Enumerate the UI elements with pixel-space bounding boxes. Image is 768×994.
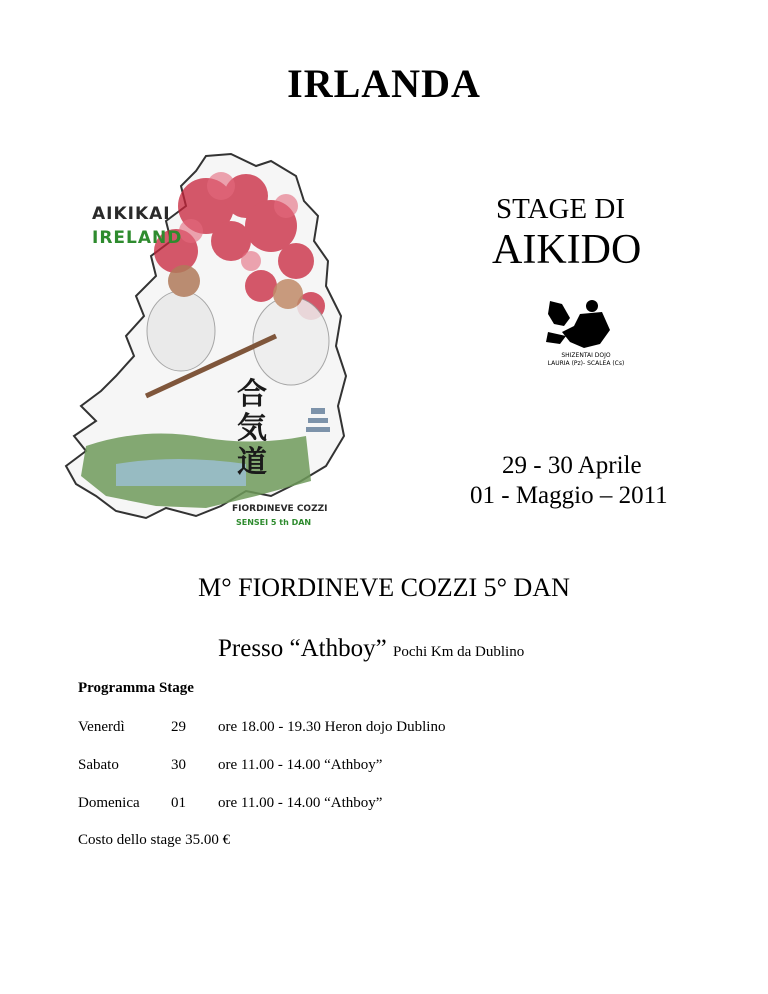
kanji-3: 道 xyxy=(237,445,267,480)
location-main: Presso “Athboy” xyxy=(218,635,387,662)
schedule-date: 01 xyxy=(171,795,186,811)
poster-kanji xyxy=(232,378,272,480)
kanji-2: 気 xyxy=(237,411,267,446)
location-note: Pochi Km da Dublino xyxy=(392,644,525,660)
kanji-1: 合 xyxy=(237,377,267,412)
page-title: IRLANDA xyxy=(287,61,481,106)
dojo-name xyxy=(546,352,626,368)
schedule-date: 29 xyxy=(171,719,186,735)
dojo-logo-icon xyxy=(540,296,616,352)
poster-rank: SENSEI 5 th DAN xyxy=(236,518,312,527)
cost-line: Costo dello stage 35.00 € xyxy=(78,832,231,848)
schedule-day: Venerdì xyxy=(78,719,125,735)
schedule-day: Domenica xyxy=(78,795,140,811)
schedule-time: ore 11.00 - 14.00 “Athboy” xyxy=(218,757,383,773)
dojo-silhouette-icon xyxy=(540,296,616,352)
poster-name: FIORDINEVE COZZI xyxy=(232,504,328,514)
schedule-day: Sabato xyxy=(78,757,119,773)
location-line xyxy=(218,635,524,663)
schedule-time: ore 18.00 - 19.30 Heron dojo Dublino xyxy=(218,719,446,735)
dates-line2: 01 - Maggio – 2011 xyxy=(470,482,668,509)
stage-label: STAGE DI xyxy=(496,193,625,225)
poster-brand-line2: IRELAND xyxy=(92,228,183,248)
dojo-name-line1: SHIZENTAI DOJO xyxy=(561,352,611,359)
dates-line1: 29 - 30 Aprile xyxy=(502,452,642,479)
program-title: Programma Stage xyxy=(78,680,194,696)
schedule-date: 30 xyxy=(171,757,186,773)
master-name: M° FIORDINEVE COZZI 5° DAN xyxy=(198,573,570,602)
schedule-time: ore 11.00 - 14.00 “Athboy” xyxy=(218,795,383,811)
dojo-name-line2: LAURIA (Pz)- SCALEA (Cs) xyxy=(547,360,625,367)
poster-brand-line1: AIKIKAI xyxy=(92,204,171,224)
aikido-label: AIKIDO xyxy=(492,227,642,273)
poster-image xyxy=(56,146,356,542)
